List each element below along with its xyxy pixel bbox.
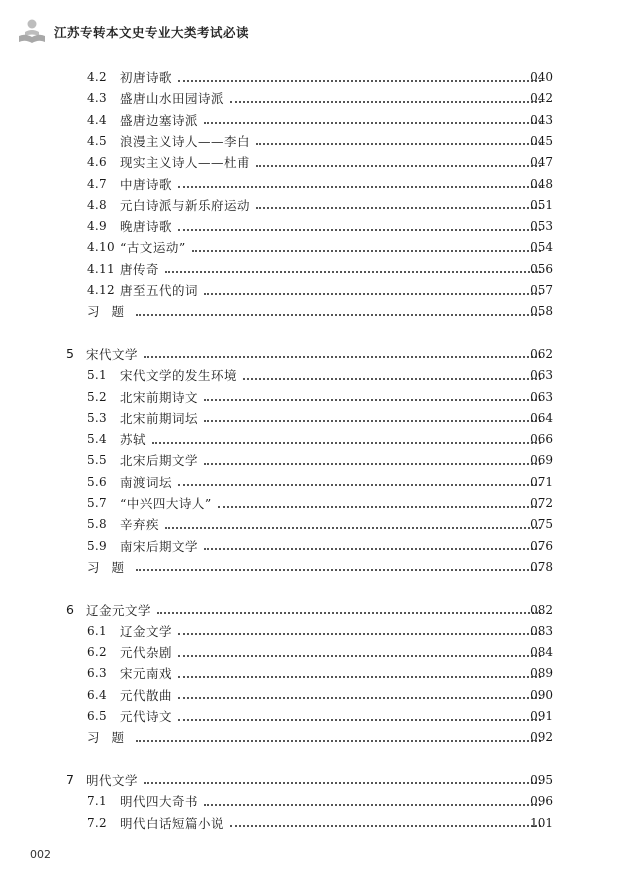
toc-section-row: [0, 110, 619, 130]
toc-leader-dots: [178, 718, 541, 721]
toc-entry-number: 6.1: [87, 623, 107, 638]
toc-entry-number: 5.9: [87, 538, 107, 553]
toc-leader-dots: [178, 696, 541, 699]
toc-page-number: 048: [530, 176, 553, 191]
toc-section-row: [0, 174, 619, 194]
toc-entry-number: 4.9: [87, 219, 107, 234]
toc-section-row: [0, 642, 619, 662]
toc-entry-number: 6.4: [87, 687, 107, 702]
toc-entry-number: 6: [66, 602, 75, 617]
toc-page-number: 090: [530, 687, 553, 702]
toc-entry-title: 初唐诗歌: [120, 70, 173, 85]
toc-page-number: 051: [530, 197, 553, 212]
toc-page-number: 066: [530, 432, 553, 447]
toc-entry-title: 习题: [87, 304, 137, 320]
toc-section-row: [0, 514, 619, 534]
toc-entry-number: 4.6: [87, 155, 107, 170]
toc-entry-title: 宋代文学的发生环境: [120, 368, 238, 384]
toc-leader-dots: [178, 79, 541, 82]
toc-page-number: 096: [530, 794, 553, 809]
toc-entry-title: 宋元南戏: [120, 666, 173, 682]
toc-section-row: [0, 706, 619, 726]
toc-leader-dots: [178, 228, 541, 231]
toc-section-row: [0, 450, 619, 470]
toc-page-number: 047: [530, 155, 553, 170]
page-header: [18, 16, 249, 48]
toc-entry-title: 南渡词坛: [120, 474, 173, 490]
toc-entry-number: 4.5: [87, 133, 107, 148]
toc-chapter-row: [0, 600, 619, 620]
toc-page-number: 092: [530, 730, 553, 745]
toc-page-number: 083: [530, 623, 553, 638]
toc-exercise-row: [0, 301, 619, 321]
toc-entry-title: 元代诗文: [120, 709, 173, 724]
toc-chapter-row: [0, 770, 619, 790]
toc-section-row: [0, 67, 619, 87]
toc-leader-dots: [256, 142, 541, 145]
toc-page-number: 042: [530, 91, 553, 106]
toc-entry-title: 盛唐山水田园诗派: [120, 91, 225, 107]
toc-entry-title: 浪漫主义诗人——李白: [120, 133, 251, 149]
toc-page-number: 069: [530, 453, 553, 468]
toc-page-number: 089: [530, 666, 553, 681]
toc-entry-number: 5.2: [87, 389, 107, 404]
toc-entry-title: “中兴四大诗人”: [120, 496, 212, 511]
toc-section-row: [0, 152, 619, 172]
toc-section-row: [0, 493, 619, 513]
toc-section-row: [0, 88, 619, 108]
page-number: 002: [30, 848, 51, 861]
toc-entry-title: 苏轼: [120, 432, 147, 448]
toc-entry-number: 5.6: [87, 474, 107, 489]
toc-page-number: 045: [530, 133, 553, 148]
toc-section-row: [0, 429, 619, 449]
toc-leader-dots: [204, 803, 541, 806]
toc-entry-number: 7.1: [87, 794, 107, 809]
toc-entry-number: 5.4: [87, 432, 107, 447]
toc-entry-number: 6.5: [87, 709, 107, 723]
toc-entry-number: 5: [66, 346, 75, 362]
toc-leader-dots: [136, 739, 541, 742]
toc-section-row: [0, 365, 619, 385]
toc-entry-number: 7.2: [87, 815, 107, 830]
toc-entry-number: 6.3: [87, 666, 107, 681]
toc-leader-dots: [256, 206, 541, 209]
toc-page-number: 091: [530, 709, 553, 723]
toc-leader-dots: [178, 185, 541, 188]
toc-section-row: [0, 472, 619, 492]
toc-leader-dots: [192, 249, 541, 252]
toc-section-row: [0, 685, 619, 705]
toc-section-row: [0, 237, 619, 257]
toc-entry-title: 元代散曲: [120, 687, 173, 703]
toc-page-number: 072: [530, 496, 553, 510]
toc-entry-number: 4.7: [87, 176, 107, 191]
toc-page-number: 054: [530, 240, 553, 255]
toc-page-number: 082: [530, 602, 553, 617]
toc-page-number: 056: [530, 261, 553, 276]
toc-section-row: [0, 280, 619, 300]
toc-leader-dots: [165, 526, 541, 529]
toc-leader-dots: [243, 377, 541, 380]
toc-entry-title: 习题: [87, 559, 137, 575]
toc-entry-number: 4.8: [87, 197, 107, 212]
toc-entry-title: 辽金文学: [120, 623, 173, 639]
toc-entry-title: 习题: [87, 730, 137, 746]
toc-section-row: [0, 663, 619, 683]
toc-page-number: 058: [530, 304, 553, 319]
toc-entry-number: 4.4: [87, 112, 107, 127]
toc-leader-dots: [136, 313, 541, 316]
toc-entry-title: 盛唐边塞诗派: [120, 112, 199, 128]
toc-leader-dots: [204, 547, 541, 550]
toc-exercise-row: [0, 557, 619, 577]
toc-entry-title: 宋代文学: [86, 346, 139, 362]
toc-entry-number: 5.3: [87, 410, 107, 425]
toc-section-row: [0, 195, 619, 215]
book-reader-logo-icon: [18, 18, 46, 46]
toc-entry-title: 明代文学: [86, 772, 139, 788]
toc-leader-dots: [144, 781, 541, 784]
toc-page-number: 063: [530, 368, 553, 383]
toc-entry-title: 元白诗派与新乐府运动: [120, 197, 251, 213]
toc-leader-dots: [204, 462, 541, 465]
toc-page-number: 071: [530, 474, 553, 489]
toc-leader-dots: [230, 824, 541, 827]
toc-leader-dots: [165, 270, 541, 273]
toc-page-number: 095: [530, 772, 553, 787]
toc-section-row: [0, 131, 619, 151]
toc-section-row: [0, 387, 619, 407]
toc-leader-dots: [178, 632, 541, 635]
toc-entry-number: 4.3: [87, 91, 107, 106]
toc-section-row: [0, 621, 619, 641]
toc-page-number: 062: [530, 346, 553, 361]
toc-leader-dots: [256, 164, 541, 167]
toc-entry-number: 4.10: [87, 240, 115, 255]
toc-page-number: 084: [530, 645, 553, 660]
toc-entry-title: 辽金元文学: [86, 602, 152, 618]
toc-section-row: [0, 408, 619, 428]
toc-leader-dots: [204, 121, 541, 124]
toc-page-number: 064: [530, 410, 553, 425]
toc-page-number: 043: [530, 112, 553, 127]
toc-leader-dots: [178, 654, 541, 657]
toc-entry-title: 北宋前期词坛: [120, 410, 199, 426]
toc-entry-title: 北宋后期文学: [120, 453, 199, 469]
toc-section-row: [0, 536, 619, 556]
toc-entry-number: 4.12: [87, 283, 115, 297]
toc-section-row: [0, 813, 619, 833]
toc-page-number: 078: [530, 559, 553, 574]
toc-page-number: 040: [530, 70, 553, 84]
toc-page-number: 101: [530, 815, 553, 830]
toc-entry-number: 4.2: [87, 70, 107, 84]
toc-entry-number: 5.7: [87, 496, 107, 510]
toc-section-row: [0, 216, 619, 236]
toc-page-number: 075: [530, 517, 553, 532]
toc-entry-number: 5.1: [87, 368, 107, 383]
toc-section-row: [0, 791, 619, 811]
toc-leader-dots: [144, 355, 541, 358]
toc-leader-dots: [178, 675, 541, 678]
toc-leader-dots: [178, 483, 541, 486]
toc-entry-title: “古文运动”: [120, 240, 186, 256]
toc-entry-title: 北宋前期诗文: [120, 389, 199, 405]
toc-leader-dots: [218, 505, 541, 508]
toc-page-number: 053: [530, 219, 553, 234]
toc-entry-number: 5.5: [87, 453, 107, 468]
toc-entry-title: 中唐诗歌: [120, 176, 173, 192]
toc-chapter-row: [0, 344, 619, 364]
toc-leader-dots: [204, 419, 541, 422]
toc-entry-title: 元代杂剧: [120, 645, 173, 661]
toc-leader-dots: [204, 292, 541, 295]
toc-entry-title: 南宋后期文学: [120, 538, 199, 554]
toc-entry-title: 辛弃疾: [120, 517, 160, 533]
toc-entry-title: 现实主义诗人——杜甫: [120, 155, 251, 171]
toc-entry-number: 6.2: [87, 645, 107, 660]
toc-leader-dots: [136, 568, 541, 571]
toc-entry-number: 4.11: [87, 261, 115, 276]
toc-leader-dots: [152, 441, 541, 444]
toc-entry-title: 明代白话短篇小说: [120, 815, 225, 831]
toc-page-number: 076: [530, 538, 553, 553]
toc-leader-dots: [230, 100, 541, 103]
toc-entry-title: 明代四大奇书: [120, 794, 199, 810]
toc-entry-title: 唐传奇: [120, 261, 160, 277]
toc-entry-number: 7: [66, 772, 75, 788]
toc-section-row: [0, 259, 619, 279]
toc-page-number: 057: [530, 283, 553, 297]
toc-exercise-row: [0, 727, 619, 747]
toc-leader-dots: [204, 398, 541, 401]
toc-page-number: 063: [530, 389, 553, 404]
header-title: 江苏专转本文史专业大类考试必读: [54, 25, 250, 40]
toc-entry-title: 唐至五代的词: [120, 283, 199, 298]
toc-entry-title: 晚唐诗歌: [120, 219, 173, 235]
toc-entry-number: 5.8: [87, 517, 107, 532]
toc-leader-dots: [157, 611, 541, 614]
